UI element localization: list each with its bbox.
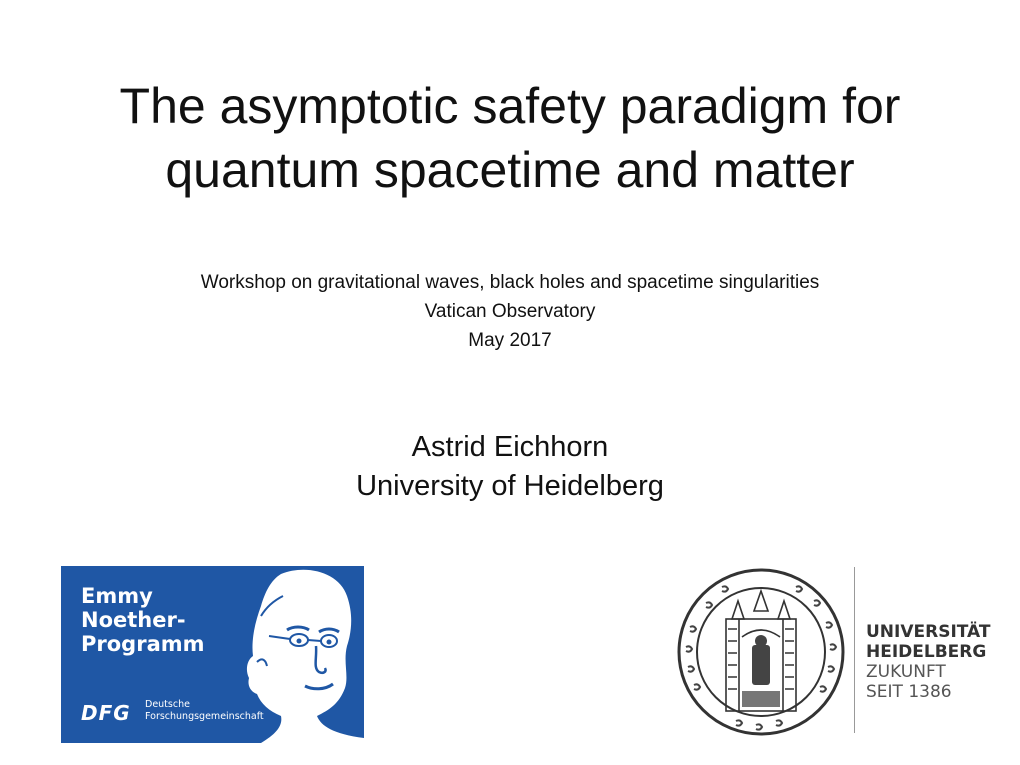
- author-name: Astrid Eichhorn: [411, 431, 609, 463]
- event-info: [0, 268, 1020, 355]
- event-name: Workshop on gravitational waves, black holes and spacetime singularities: [200, 272, 820, 293]
- universitat-line: UNIVERSITÄT: [866, 622, 991, 642]
- heidelberg-wordmark: [866, 622, 991, 702]
- logo-divider: [854, 567, 855, 733]
- slide-title: [0, 74, 1020, 202]
- dfg-logo-mark: DFG: [81, 701, 131, 725]
- dfg-name: [145, 699, 264, 723]
- university-seal-icon: [676, 567, 846, 737]
- emmy-noether-logo: [61, 566, 364, 743]
- event-venue: Vatican Observatory: [424, 301, 596, 322]
- author-block: [0, 428, 1020, 506]
- seit-line: SEIT 1386: [866, 682, 952, 702]
- title-line-1: The asymptotic safety paradigm for: [119, 78, 901, 134]
- author-affiliation: University of Heidelberg: [356, 470, 664, 502]
- noether-line: Noether-: [81, 608, 186, 632]
- zukunft-line: ZUKUNFT: [866, 662, 946, 682]
- emmy-noether-wordmark: [81, 584, 205, 656]
- dfg-name-line-1: Deutsche: [145, 699, 190, 710]
- heidelberg-line: HEIDELBERG: [866, 642, 987, 662]
- emmy-line: Emmy: [81, 584, 153, 608]
- title-line-2: quantum spacetime and matter: [165, 142, 855, 198]
- programm-line: Programm: [81, 632, 205, 656]
- event-date: May 2017: [468, 330, 552, 351]
- dfg-name-line-2: Forschungsgemeinschaft: [145, 711, 264, 722]
